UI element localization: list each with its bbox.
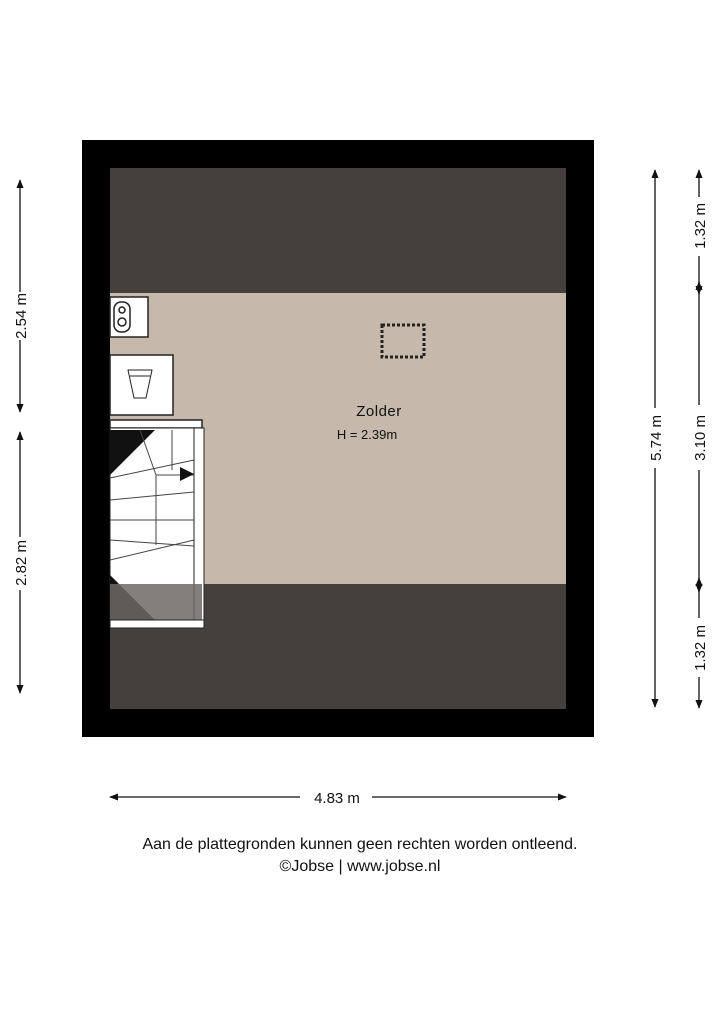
dimension-width xyxy=(110,790,566,807)
dimension-right-bottom-label: 1.32 m xyxy=(692,625,709,671)
dimension-right-middle xyxy=(692,282,709,592)
dimension-right-top xyxy=(692,170,709,294)
dimension-right-total xyxy=(648,170,665,707)
room-height: H = 2.39m xyxy=(336,427,398,442)
dimension-right-middle-label: 3.10 m xyxy=(692,415,709,461)
room-name: Zolder xyxy=(356,403,402,420)
boiler-icon xyxy=(110,297,148,337)
staircase xyxy=(110,420,204,628)
dimension-right-bottom xyxy=(692,578,709,708)
dimension-width-label: 4.83 m xyxy=(314,790,360,807)
dimension-left-top-label: 2.54 m xyxy=(13,293,30,339)
dimension-right-total-label: 5.74 m xyxy=(648,415,665,461)
copyright-text: ©Jobse | www.jobse.nl xyxy=(279,858,441,875)
low-ceiling-top xyxy=(110,168,566,293)
dimension-left-bottom xyxy=(13,432,30,693)
dimension-right-top-label: 1.32 m xyxy=(692,203,709,249)
dimension-left-bottom-label: 2.82 m xyxy=(13,540,30,586)
disclaimer-text: Aan de plattegronden kunnen geen rechten worden ontleend. xyxy=(142,836,578,853)
cabinet-icon xyxy=(110,355,173,415)
dimension-left-top xyxy=(13,180,30,412)
